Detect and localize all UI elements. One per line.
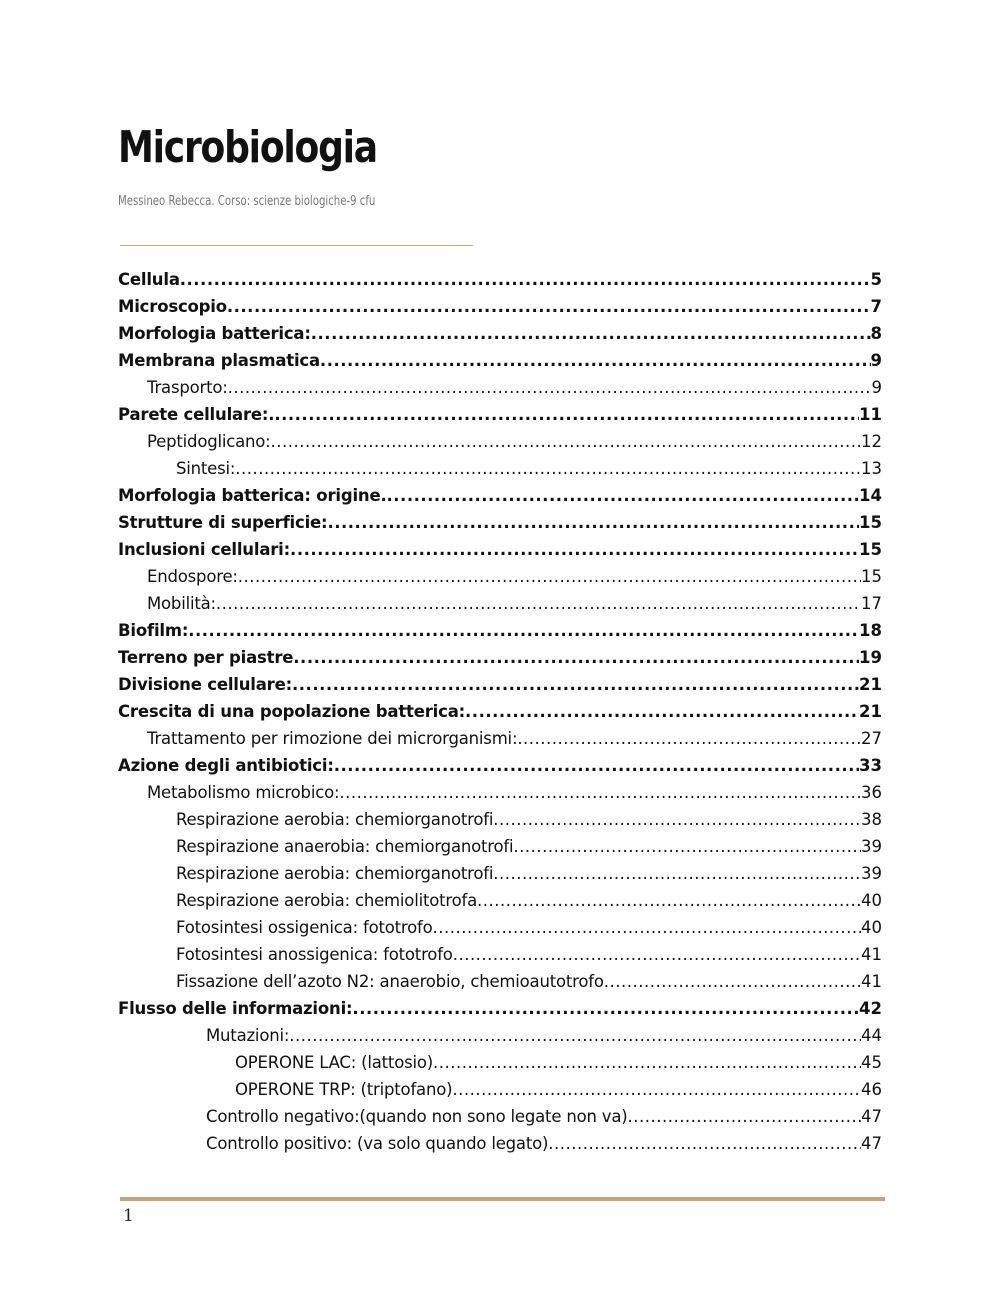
- toc-dot-leader: [627, 1103, 861, 1130]
- toc-entry-page: 27: [861, 729, 882, 748]
- toc-entry-label: Mutazioni:: [206, 1026, 290, 1045]
- toc-dot-leader: [274, 401, 859, 428]
- toc-entry[interactable]: [118, 1103, 882, 1130]
- toc-entry-page: 17: [861, 594, 882, 613]
- toc-dot-leader: [517, 725, 861, 752]
- toc-entry-page: 21: [859, 702, 882, 721]
- toc-entry[interactable]: [118, 293, 882, 320]
- toc-dot-leader: [188, 617, 859, 644]
- toc-entry-label: Strutture di superficie:: [118, 513, 328, 532]
- toc-entry[interactable]: [118, 725, 882, 752]
- toc-entry[interactable]: [118, 266, 882, 293]
- toc-entry[interactable]: [118, 941, 882, 968]
- toc-dot-leader: [311, 320, 871, 347]
- toc-entry-page: 41: [861, 972, 882, 991]
- toc-entry-label: Inclusioni cellulari:: [118, 540, 291, 559]
- toc-entry-page: 15: [859, 513, 882, 532]
- toc-entry[interactable]: [118, 752, 882, 779]
- toc-entry[interactable]: [118, 590, 882, 617]
- toc-entry-label: Morfologia batterica: origine.: [118, 486, 387, 505]
- document-subtitle: Messineo Rebecca. Corso: scienze biologiche-9 cfu: [118, 194, 376, 209]
- toc-entry-page: 14: [859, 486, 882, 505]
- toc-entry[interactable]: [118, 779, 882, 806]
- toc-dot-leader: [228, 374, 872, 401]
- toc-entry-label: Respirazione aerobia: chemiolitotrofa: [176, 891, 478, 910]
- toc-entry[interactable]: [118, 671, 882, 698]
- toc-entry[interactable]: [118, 482, 882, 509]
- toc-entry-page: 40: [861, 891, 882, 910]
- toc-entry[interactable]: [118, 1076, 882, 1103]
- toc-entry-page: 12: [861, 432, 882, 451]
- toc-dot-leader: [334, 752, 859, 779]
- toc-dot-leader: [433, 1049, 861, 1076]
- toc-entry-page: 9: [870, 351, 882, 370]
- toc-entry[interactable]: [118, 347, 882, 374]
- footer-divider: [120, 1197, 885, 1201]
- toc-entry-page: 45: [861, 1053, 882, 1072]
- toc-entry-label: Terreno per piastre: [118, 648, 294, 667]
- toc-entry[interactable]: [118, 1049, 882, 1076]
- toc-entry-label: Fissazione dell’azoto N2: anaerobio, chemioautotrofo: [176, 972, 604, 991]
- toc-entry-page: 18: [859, 621, 882, 640]
- toc-dot-leader: [227, 293, 871, 320]
- toc-entry[interactable]: [118, 806, 882, 833]
- toc-dot-leader: [290, 536, 859, 563]
- toc-dot-leader: [452, 1076, 861, 1103]
- toc-entry-label: Controllo positivo: (va solo quando legato): [206, 1134, 549, 1153]
- toc-entry-label: Controllo negativo:(quando non sono legate non va): [206, 1107, 628, 1126]
- toc-entry[interactable]: [118, 563, 882, 590]
- toc-entry-label: Respirazione aerobia: chemiorganotrofi: [176, 810, 494, 829]
- toc-entry-page: 19: [859, 648, 882, 667]
- toc-entry[interactable]: [118, 698, 882, 725]
- toc-dot-leader: [548, 1130, 861, 1157]
- toc-entry-label: Crescita di una popolazione batterica:: [118, 702, 466, 721]
- toc-dot-leader: [453, 941, 861, 968]
- toc-entry[interactable]: [118, 1022, 882, 1049]
- toc-entry-label: Trasporto:: [147, 378, 228, 397]
- toc-entry-page: 11: [859, 405, 882, 424]
- toc-entry-label: Peptidoglicano:: [147, 432, 271, 451]
- toc-entry-page: 42: [859, 999, 882, 1018]
- toc-entry-page: 38: [861, 810, 882, 829]
- toc-entry[interactable]: [118, 455, 882, 482]
- toc-entry[interactable]: [118, 887, 882, 914]
- toc-dot-leader: [604, 968, 861, 995]
- toc-entry-page: 46: [861, 1080, 882, 1099]
- toc-entry-label: OPERONE LAC: (lattosio): [235, 1053, 434, 1072]
- toc-dot-leader: [493, 806, 861, 833]
- title-divider: [120, 245, 473, 246]
- toc-entry[interactable]: [118, 617, 882, 644]
- toc-entry-label: Fotosintesi ossigenica: fototrofo: [176, 918, 433, 937]
- toc-entry[interactable]: [118, 995, 882, 1022]
- toc-entry[interactable]: [118, 860, 882, 887]
- toc-entry-label: Parete cellulare:.: [118, 405, 275, 424]
- toc-entry-label: Respirazione aerobia: chemiorganotrofi: [176, 864, 494, 883]
- toc-dot-leader: [513, 833, 861, 860]
- toc-dot-leader: [293, 644, 859, 671]
- toc-dot-leader: [180, 266, 871, 293]
- toc-entry-label: Membrana plasmatica: [118, 351, 320, 370]
- toc-entry-label: Azione degli antibiotici:: [118, 756, 334, 775]
- toc-entry[interactable]: [118, 428, 882, 455]
- toc-entry[interactable]: [118, 509, 882, 536]
- document-title: Microbiologia: [118, 122, 377, 173]
- toc-entry-page: 7: [870, 297, 882, 316]
- toc-dot-leader: [235, 455, 861, 482]
- toc-dot-leader: [292, 671, 859, 698]
- toc-entry-label: Respirazione anaerobia: chemiorganotrofi: [176, 837, 514, 856]
- toc-entry[interactable]: [118, 968, 882, 995]
- table-of-contents: [118, 266, 882, 1157]
- toc-dot-leader: [216, 590, 861, 617]
- toc-entry-page: 8: [870, 324, 882, 343]
- toc-entry-page: 47: [861, 1107, 882, 1126]
- toc-dot-leader: [238, 563, 861, 590]
- toc-entry-label: Sintesi:: [176, 459, 236, 478]
- toc-entry[interactable]: [118, 644, 882, 671]
- toc-entry-page: 47: [861, 1134, 882, 1153]
- toc-entry-page: 9: [871, 378, 882, 397]
- toc-dot-leader: [387, 482, 860, 509]
- toc-dot-leader: [493, 860, 861, 887]
- toc-entry-page: 39: [861, 837, 882, 856]
- toc-entry-label: Trattamento per rimozione dei microrganismi:: [147, 729, 518, 748]
- toc-entry[interactable]: [118, 374, 882, 401]
- toc-entry-label: OPERONE TRP: (triptofano): [235, 1080, 453, 1099]
- toc-entry-page: 33: [859, 756, 882, 775]
- toc-dot-leader: [339, 779, 861, 806]
- toc-dot-leader: [327, 509, 859, 536]
- toc-dot-leader: [433, 914, 861, 941]
- toc-entry-page: 21: [859, 675, 882, 694]
- toc-entry-label: Microscopio: [118, 297, 227, 316]
- toc-entry[interactable]: [118, 401, 882, 428]
- toc-entry-label: Metabolismo microbico:: [147, 783, 340, 802]
- toc-entry-page: 44: [861, 1026, 882, 1045]
- toc-dot-leader: [352, 995, 859, 1022]
- toc-entry-label: Divisione cellulare:: [118, 675, 293, 694]
- toc-dot-leader: [289, 1022, 861, 1049]
- toc-entry-page: 15: [859, 540, 882, 559]
- toc-entry-label: Mobilità:: [147, 594, 216, 613]
- toc-entry-label: Morfologia batterica:: [118, 324, 311, 343]
- toc-entry-page: 15: [861, 567, 882, 586]
- toc-entry-label: Flusso delle informazioni:: [118, 999, 353, 1018]
- toc-entry[interactable]: [118, 536, 882, 563]
- toc-dot-leader: [477, 887, 861, 914]
- page-number: 1: [123, 1206, 134, 1226]
- toc-entry-label: Cellula: [118, 270, 180, 289]
- toc-dot-leader: [465, 698, 859, 725]
- toc-entry-label: Fotosintesi anossigenica: fototrofo: [176, 945, 453, 964]
- toc-entry-page: 13: [861, 459, 882, 478]
- toc-dot-leader: [320, 347, 871, 374]
- toc-entry-page: 39: [861, 864, 882, 883]
- toc-entry-label: Endospore:: [147, 567, 238, 586]
- toc-entry-page: 5: [870, 270, 882, 289]
- toc-entry-page: 41: [861, 945, 882, 964]
- toc-entry[interactable]: [118, 914, 882, 941]
- toc-dot-leader: [271, 428, 861, 455]
- toc-entry[interactable]: [118, 1130, 882, 1157]
- toc-entry-page: 40: [861, 918, 882, 937]
- toc-entry[interactable]: [118, 320, 882, 347]
- toc-entry-label: Biofilm:: [118, 621, 189, 640]
- toc-entry-page: 36: [861, 783, 882, 802]
- toc-entry[interactable]: [118, 833, 882, 860]
